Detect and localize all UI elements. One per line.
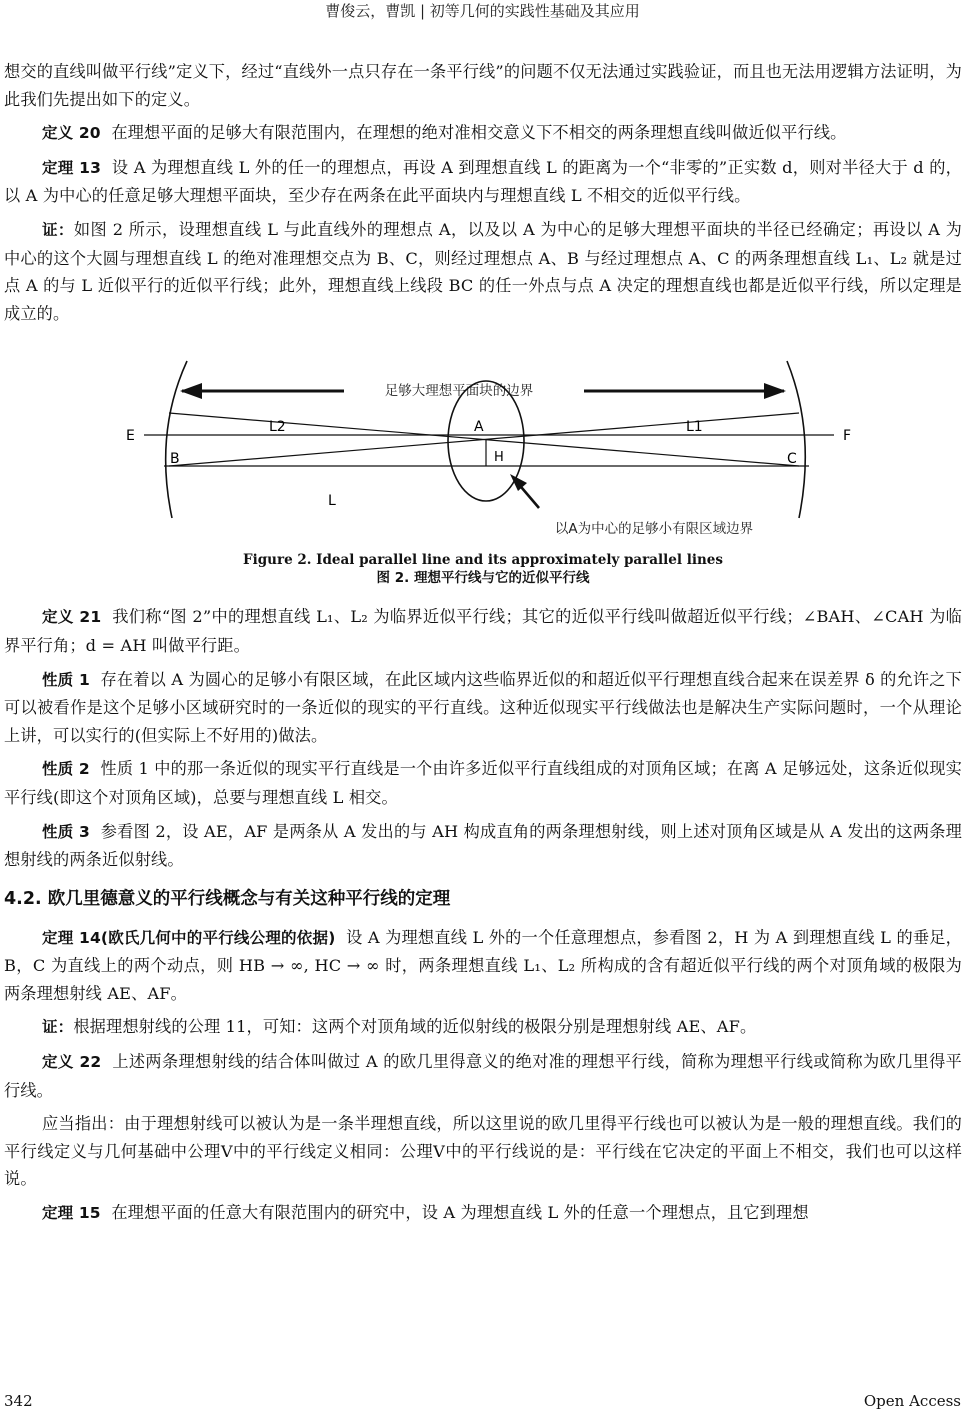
definition-20-label: 定义 20 bbox=[42, 124, 101, 143]
line-L1-label: L1 bbox=[686, 419, 703, 436]
property-2-label: 性质 2 bbox=[42, 760, 90, 779]
left-boundary-arc bbox=[166, 361, 187, 518]
theorem-14-label: 定理 14(欧氏几何中的平行线公理的依据) bbox=[42, 928, 336, 947]
definition-20-text: 在理想平面的足够大有限范围内，在理想的绝对准相交意义下不相交的两条理想直线叫做近似平行线。 bbox=[111, 123, 847, 143]
point-A-label: A bbox=[474, 419, 484, 436]
definition-22 bbox=[4, 1048, 962, 1104]
line-L-label: L bbox=[328, 493, 336, 510]
theorem-15-text: 在理想平面的任意大有限范围内的研究中，设 A 为理想直线 L 外的任意一个理想点，且它到理想 bbox=[111, 1203, 809, 1223]
right-boundary-arc bbox=[787, 361, 805, 518]
figure-2-diagram bbox=[4, 353, 962, 543]
arrow-right-head bbox=[764, 383, 786, 399]
theorem-13-label: 定理 13 bbox=[42, 158, 102, 177]
definition-21-label: 定义 21 bbox=[42, 608, 102, 627]
property-1-text: 存在着以 A 为圆心的足够小有限区域，在此区域内这些临界近似的和超近似平行理想直线合起来在误差界 δ 的允许之下可以被看作是这个足够小区域研究时的一条近似的现实的平行直线。这种近似现实平行线做法也是解决生产实际问题时，一个从理论上讲，可以实行的(但实际上不好用的)做法。 bbox=[4, 669, 962, 745]
definition-21 bbox=[4, 603, 962, 659]
large-region-label: 足够大理想平面块的边界 bbox=[384, 383, 534, 400]
point-F-label: F bbox=[843, 428, 852, 445]
definition-22-text: 上述两条理想射线的结合体叫做过 A 的欧几里得意义的绝对准的理想平行线，简称为理想平行线或简称为欧几里得平行线。 bbox=[4, 1052, 962, 1100]
arrow-left-head bbox=[180, 383, 202, 399]
theorem-13 bbox=[4, 154, 962, 210]
section-heading: 4.2. 欧几里德意义的平行线概念与有关这种平行线的定理 bbox=[4, 888, 451, 909]
page-body bbox=[4, 58, 962, 1234]
theorem-14 bbox=[4, 924, 962, 1008]
page-number: 342 bbox=[4, 1392, 33, 1410]
running-header: 曹俊云，曹凯 | 初等几何的实践性基础及其应用 bbox=[325, 2, 640, 20]
paragraph-intro: 想交的直线叫做平行线”定义下，经过“直线外一点只存在一条平行线”的问题不仅无法通过实践验证，而且也无法用逻辑方法证明，为此我们先提出如下的定义。 bbox=[4, 62, 962, 109]
line-L2-label: L2 bbox=[269, 419, 286, 436]
proof-14-text: 根据理想射线的公理 11，可知：这两个对顶角域的近似射线的极限分别是理想射线 AE、AF。 bbox=[73, 1017, 757, 1037]
theorem-15-label: 定理 15 bbox=[42, 1204, 101, 1223]
definition-22-label: 定义 22 bbox=[42, 1053, 102, 1072]
proof-theorem-13 bbox=[4, 216, 962, 327]
theorem-15 bbox=[4, 1199, 962, 1228]
property-3-label: 性质 3 bbox=[42, 822, 90, 841]
theorem-13-text: 设 A 为理想直线 L 外的任一的理想点，再设 A 到理想直线 L 的距离为一个“非零的”正实数 d，则对半径大于 d 的，以 A 为中心的任意足够大理想平面块，至少存在两条在此平面块内与理想直线 L 不相交的近似平行线。 bbox=[4, 157, 962, 206]
note-paragraph: 应当指出：由于理想射线可以被认为是一条半理想直线，所以这里说的欧几里得平行线也可以被认为是一般的理想直线。我们的平行线定义与几何基础中公理Ⅴ中的平行线定义相同：公理Ⅴ中的平行线说的是：平行线在它决定的平面上不相交，我们也可以这样说。 bbox=[4, 1114, 962, 1189]
small-region-label: 以A为中心的足够小有限区域边界 bbox=[554, 521, 754, 538]
property-1-label: 性质 1 bbox=[42, 670, 90, 689]
publisher-label: Open Access bbox=[863, 1392, 961, 1410]
figure-2 bbox=[4, 353, 962, 603]
proof-theorem-14 bbox=[4, 1013, 962, 1042]
definition-21-text: 我们称“图 2”中的理想直线 L₁、L₂ 为临界近似平行线；其它的近似平行线叫做超近似平行线；∠BAH、∠CAH 为临界平行角；d = AH 叫做平行距。 bbox=[4, 607, 963, 655]
proof-text: 如图 2 所示，设理想直线 L 与此直线外的理想点 A，以及以 A 为中心的足够大理想平面块的半径已经确定；再设以 A 为中心的这个大圆与理想直线 L 的绝对准理想交点为 B、C，则经过理想点 A、B 与经过理想点 A、C 的两条理想直线 L₁、L₂ 就是过点 A 的与 L 近似平行的近似平行线；此外，理想直线上线段 BC 的任一外点与点 A 决定的理想直线也都是近似平行线，所以定理是成立的。 bbox=[4, 219, 962, 323]
figure-caption-cn: 图 2. 理想平行线与它的近似平行线 bbox=[376, 570, 590, 587]
point-C-label: C bbox=[787, 451, 797, 468]
point-B-label: B bbox=[170, 451, 180, 468]
property-3-text: 参看图 2，设 AE，AF 是两条从 A 发出的与 AH 构成直角的两条理想射线，则上述对顶角区域是从 A 发出的这两条理想射线的两条近似射线。 bbox=[4, 821, 962, 870]
theorem-14-text: 设 A 为理想直线 L 外的一个任意理想点，参看图 2，H 为 A 到理想直线 L 的垂足，B，C 为直线上的两个动点，则 HB → ∞, HC → ∞ 时，两条理想直线 L₁、L₂ 所构成的含有超近似平行线的两个对顶角域的极限为两条理想射线 AE、AF。 bbox=[4, 927, 962, 1003]
property-2 bbox=[4, 755, 962, 811]
figure-caption-en: Figure 2. Ideal parallel line and its approximately parallel lines bbox=[243, 552, 723, 569]
point-H-label: H bbox=[494, 450, 504, 466]
proof-label: 证： bbox=[42, 220, 74, 239]
property-2-text: 性质 1 中的那一条近似的现实平行直线是一个由许多近似平行直线组成的对顶角区域；在离 A 足够远处，这条近似现实平行线(即这个对顶角区域)，总要与理想直线 L 相交。 bbox=[4, 759, 962, 807]
definition-20 bbox=[4, 119, 962, 148]
proof-14-label: 证： bbox=[42, 1018, 74, 1037]
property-1 bbox=[4, 666, 962, 750]
property-3 bbox=[4, 818, 962, 874]
point-E-label: E bbox=[126, 428, 135, 445]
